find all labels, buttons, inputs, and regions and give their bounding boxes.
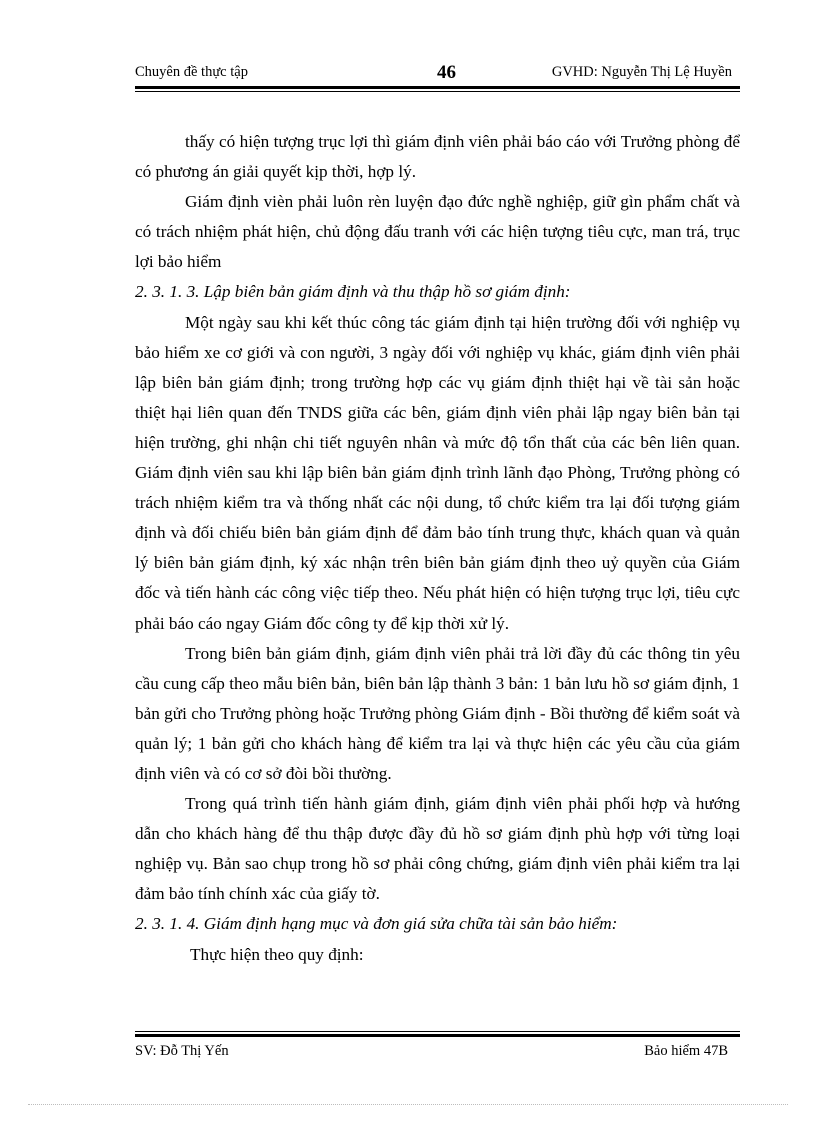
header-rule-thick: [135, 86, 740, 89]
section-heading-2-3-1-4: 2. 3. 1. 4. Giám định hạng mục và đơn giá sửa chữa tài sản bảo hiểm:: [135, 914, 618, 934]
footer-rule-thick: [135, 1034, 740, 1037]
section-heading-2-3-1-3: 2. 3. 1. 3. Lập biên bản giám định và thu thập hồ sơ giám định:: [135, 282, 571, 302]
paragraph-2: Giám định vièn phải luôn rèn luyện đạo đức nghề nghiệp, giữ gìn phẩm chất và có trách nhiệm phát hiện, chủ động đấu tranh với các hiện tượng tiêu cực, man trá, trục lợi bảo hiểm: [135, 192, 740, 272]
page-bottom-dotted-line: [28, 1104, 788, 1105]
header-supervisor: GVHD: Nguyễn Thị Lệ Huyền: [551, 64, 732, 80]
paragraph-3: Một ngày sau khi kết thúc công tác giám định tại hiện trường đối với nghiệp vụ bảo hiểm xe cơ giới và con người, 3 ngày đối với nghiệp vụ khác, giám định viên phải lập biên bản giám định; trong trường hợp các vụ giám định thiệt hại về tài sản hoặc thiệt hại liên quan đến TNDS giữa các bên, giám định viên phải lập ngay biên bản tại hiện trường, ghi nhận chi tiết nguyên nhân và mức độ tổn thất của các bên liên quan. Giám định viên sau khi lập biên bản giám định trình lãnh đạo Phòng, Trưởng phòng có trách nhiệm kiểm tra và thống nhất các nội dung, tổ chức kiểm tra lại đối tượng giám định và đối chiếu biên bản giám định để đảm bảo tính trung thực, khách quan và quản lý biên bản giám định, ký xác nhận trên biên bản giám định theo uỷ quyền của Giám đốc và tiến hành các công việc tiếp theo. Nếu phát hiện có hiện tượng trục lợi, tiêu cực phải báo cáo ngay Giám đốc công ty để kịp thời xử lý.: [135, 312, 740, 633]
paragraph-1: thấy có hiện tượng trục lợi thì giám định viên phải báo cáo với Trưởng phòng để có phương án giải quyết kịp thời, hợp lý.: [135, 132, 740, 182]
footer-rule-thin: [135, 1031, 740, 1032]
page-header: [135, 62, 740, 84]
footer-class: Bảo hiểm 47B: [644, 1043, 728, 1059]
paragraph-6: Thực hiện theo quy định:: [190, 944, 364, 964]
paragraph-5: Trong quá trình tiến hành giám định, giám định viên phải phối hợp và hướng dẫn cho khách hàng để thu thập được đầy đủ hồ sơ giám định phù hợp với từng loại nghiệp vụ. Bản sao chụp trong hồ sơ phải công chứng, giám định viên phải kiểm tra lại đảm bảo tính chính xác của giấy tờ.: [135, 794, 740, 904]
header-topic: Chuyên đề thực tập: [135, 64, 248, 80]
page-footer: [135, 1043, 740, 1063]
paragraph-4: Trong biên bản giám định, giám định viên phải trả lời đầy đủ các thông tin yêu cầu cung cấp theo mẫu biên bản, biên bản lập thành 3 bản: 1 bản lưu hồ sơ giám định, 1 bản gửi cho Trưởng phòng hoặc Trưởng phòng Giám định - Bồi thường để kiểm soát và quản lý; 1 bản gửi cho khách hàng để kiểm tra lại và thực hiện các yêu cầu của giám định viên và có cơ sở đòi bồi thường.: [135, 643, 740, 783]
page-body: [135, 127, 740, 970]
header-rule-thin: [135, 91, 740, 92]
footer-student: SV: Đỗ Thị Yến: [135, 1043, 229, 1059]
page-number: 46: [437, 62, 456, 83]
